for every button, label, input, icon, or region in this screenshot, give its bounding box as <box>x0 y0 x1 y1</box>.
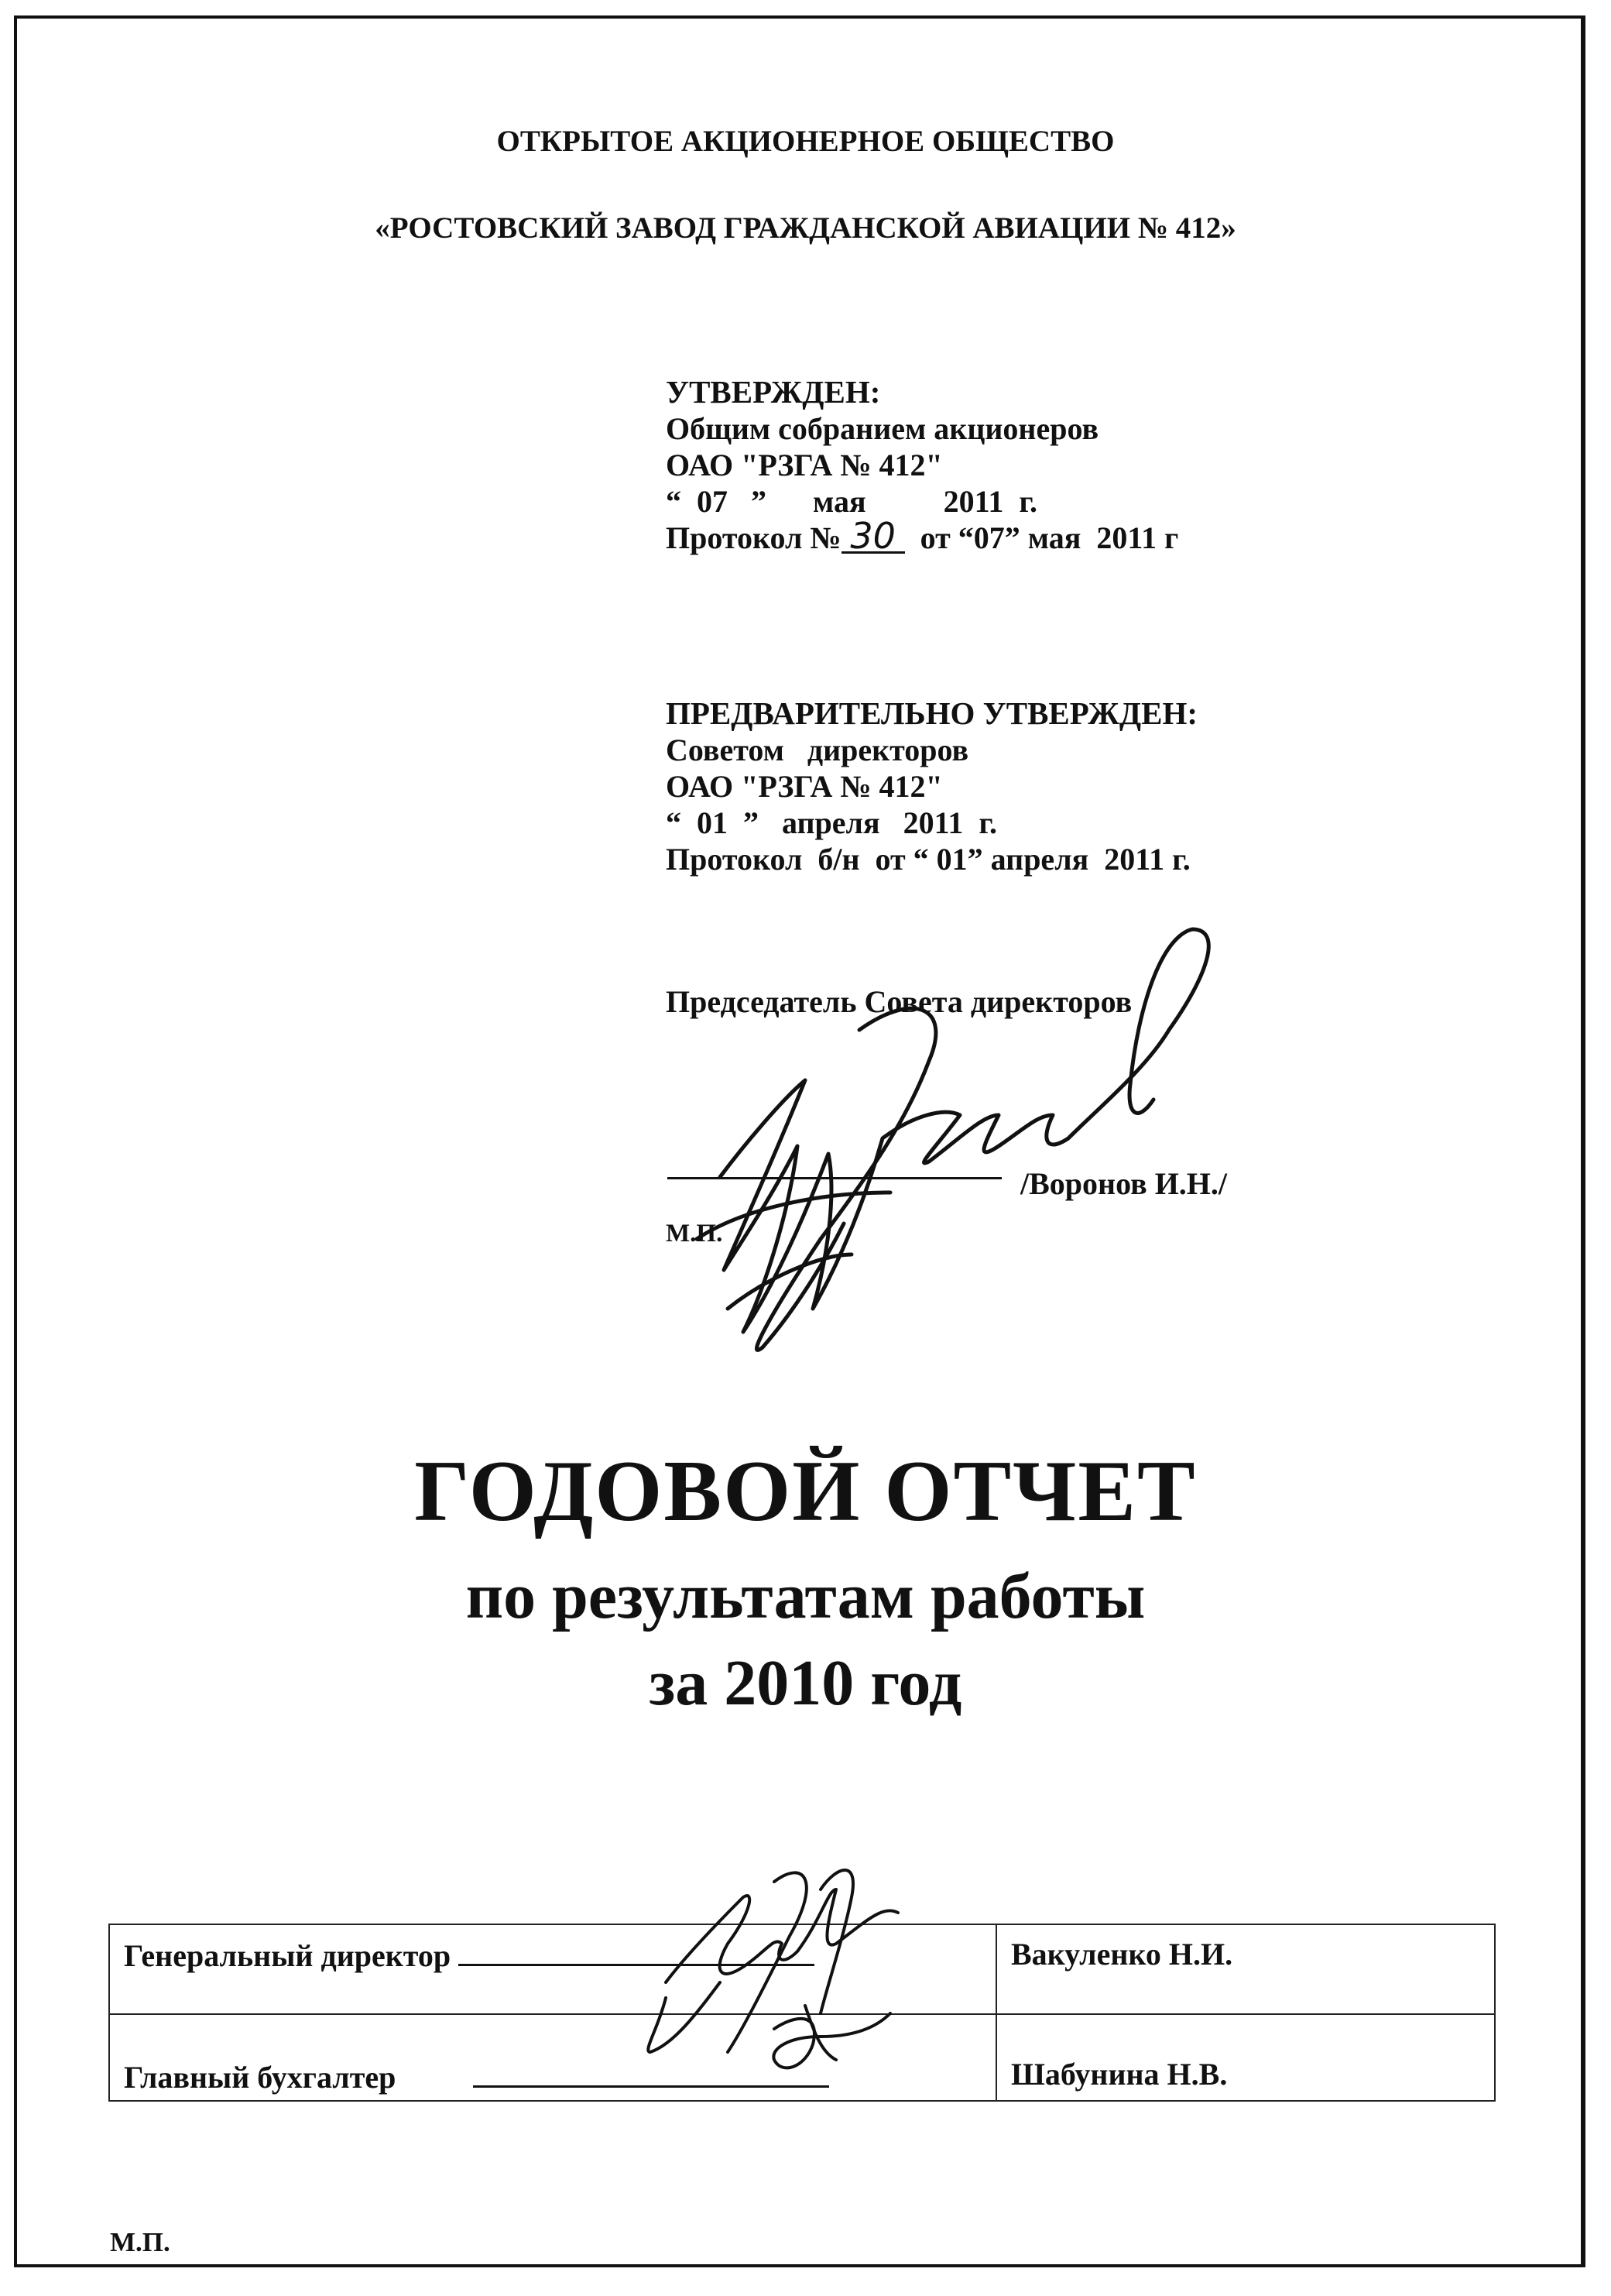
director-label: Генеральный директор <box>124 1938 451 1973</box>
report-subtitle-period: по результатам работы <box>465 1560 1146 1632</box>
approved-body: Общим собранием акционеров <box>666 411 1099 446</box>
approved-protocol-number: 30 <box>841 520 905 554</box>
accountant-label: Главный бухгалтер <box>124 2060 396 2095</box>
preliminary-heading: ПРЕДВАРИТЕЛЬНО УТВЕРЖДЕН: <box>666 695 1198 731</box>
report-subtitle-year: за 2010 год <box>649 1647 962 1719</box>
approved-protocol-prefix: Протокол № <box>666 520 841 555</box>
chairman-title: Председатель Совета директоров <box>666 984 1133 1019</box>
director-name: Вакуленко Н.И. <box>1011 1937 1233 1972</box>
approved-heading: УТВЕРЖДЕН: <box>666 374 881 410</box>
preliminary-protocol: Протокол б/н от “ 01” апреля 2011 г. <box>666 842 1191 877</box>
company-name-heading: «РОСТОВСКИЙ ЗАВОД ГРАЖДАНСКОЙ АВИАЦИИ № 412» <box>375 211 1236 245</box>
approved-protocol-suffix: от “07” мая 2011 г <box>904 520 1179 555</box>
preliminary-date: “ 01 ” апреля 2011 г. <box>666 805 998 840</box>
preliminary-body: Советом директоров <box>666 733 969 767</box>
accountant-name: Шабунина Н.В. <box>1011 2057 1228 2092</box>
chairman-stamp-label: М.П. <box>666 1220 723 1248</box>
approved-date: “ 07 ” мая 2011 г. <box>666 484 1038 519</box>
chairman-name: /Воронов И.Н./ <box>1020 1166 1228 1201</box>
preliminary-company: ОАО "РЗГА № 412" <box>666 769 943 804</box>
approved-company: ОАО "РЗГА № 412" <box>666 448 943 482</box>
footer-stamp-label: М.П. <box>110 2227 170 2257</box>
company-type-heading: ОТКРЫТОЕ АКЦИОНЕРНОЕ ОБЩЕСТВО <box>496 125 1115 158</box>
report-title: ГОДОВОЙ ОТЧЕТ <box>414 1443 1197 1539</box>
